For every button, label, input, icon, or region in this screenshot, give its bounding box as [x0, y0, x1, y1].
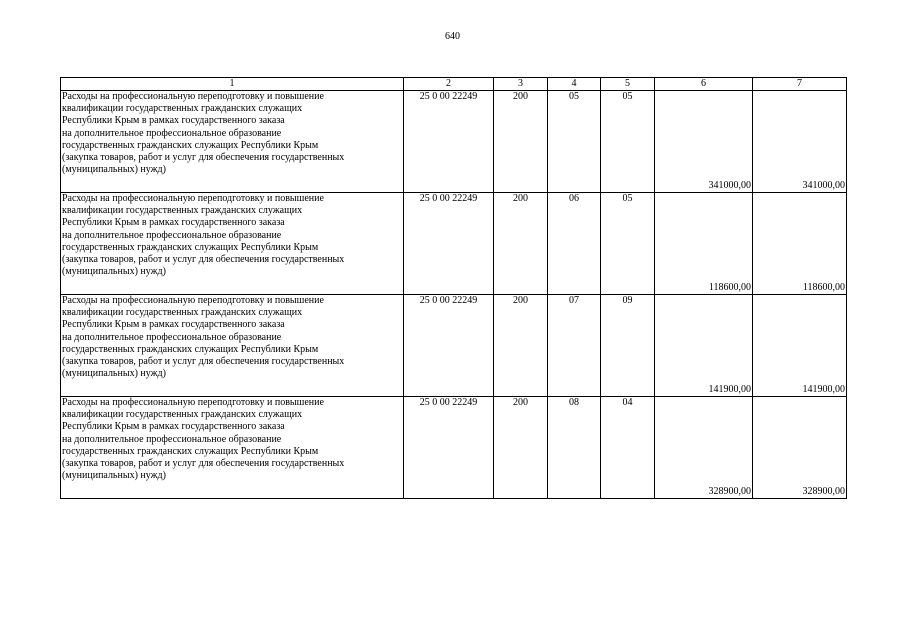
subsection-code: 05 [601, 193, 655, 295]
section-code: 07 [548, 295, 601, 397]
column-header: 1 [61, 78, 404, 91]
column-header: 6 [655, 78, 753, 91]
amount-column-7: 341000,00 [753, 91, 847, 193]
page-number: 640 [445, 31, 460, 42]
amount-column-7: 328900,00 [753, 397, 847, 499]
target-article-code: 25 0 00 22249 [404, 193, 494, 295]
table-row [61, 295, 847, 397]
table-row [61, 397, 847, 499]
amount-column-6: 141900,00 [655, 295, 753, 397]
column-header: 2 [404, 78, 494, 91]
expense-description: Расходы на профессиональную переподготовку и повышение квалификации государственных гражданских служащих Республики Крым в рамках государственного заказа на дополнительное профессиональное образование государственных гражданских служащих Республики Крым (закупка товаров, работ и услуг для обеспечения государственных (муниципальных) нужд) [61, 397, 404, 499]
amount-column-7: 141900,00 [753, 295, 847, 397]
column-header: 5 [601, 78, 655, 91]
table-header-row [61, 78, 847, 91]
amount-column-6: 328900,00 [655, 397, 753, 499]
column-header: 7 [753, 78, 847, 91]
target-article-code: 25 0 00 22249 [404, 295, 494, 397]
expense-description: Расходы на профессиональную переподготовку и повышение квалификации государственных гражданских служащих Республики Крым в рамках государственного заказа на дополнительное профессиональное образование государственных гражданских служащих Республики Крым (закупка товаров, работ и услуг для обеспечения государственных (муниципальных) нужд) [61, 295, 404, 397]
expense-description: Расходы на профессиональную переподготовку и повышение квалификации государственных гражданских служащих Республики Крым в рамках государственного заказа на дополнительное профессиональное образование государственных гражданских служащих Республики Крым (закупка товаров, работ и услуг для обеспечения государственных (муниципальных) нужд) [61, 91, 404, 193]
expense-type-code: 200 [494, 397, 548, 499]
amount-column-7: 118600,00 [753, 193, 847, 295]
expense-type-code: 200 [494, 193, 548, 295]
expense-description: Расходы на профессиональную переподготовку и повышение квалификации государственных гражданских служащих Республики Крым в рамках государственного заказа на дополнительное профессиональное образование государственных гражданских служащих Республики Крым (закупка товаров, работ и услуг для обеспечения государственных (муниципальных) нужд) [61, 193, 404, 295]
amount-column-6: 341000,00 [655, 91, 753, 193]
target-article-code: 25 0 00 22249 [404, 91, 494, 193]
subsection-code: 05 [601, 91, 655, 193]
section-code: 05 [548, 91, 601, 193]
subsection-code: 09 [601, 295, 655, 397]
target-article-code: 25 0 00 22249 [404, 397, 494, 499]
amount-column-6: 118600,00 [655, 193, 753, 295]
subsection-code: 04 [601, 397, 655, 499]
table-row [61, 193, 847, 295]
budget-table [60, 77, 847, 499]
column-header: 3 [494, 78, 548, 91]
section-code: 08 [548, 397, 601, 499]
column-header: 4 [548, 78, 601, 91]
section-code: 06 [548, 193, 601, 295]
expense-type-code: 200 [494, 295, 548, 397]
table-row [61, 91, 847, 193]
expense-type-code: 200 [494, 91, 548, 193]
